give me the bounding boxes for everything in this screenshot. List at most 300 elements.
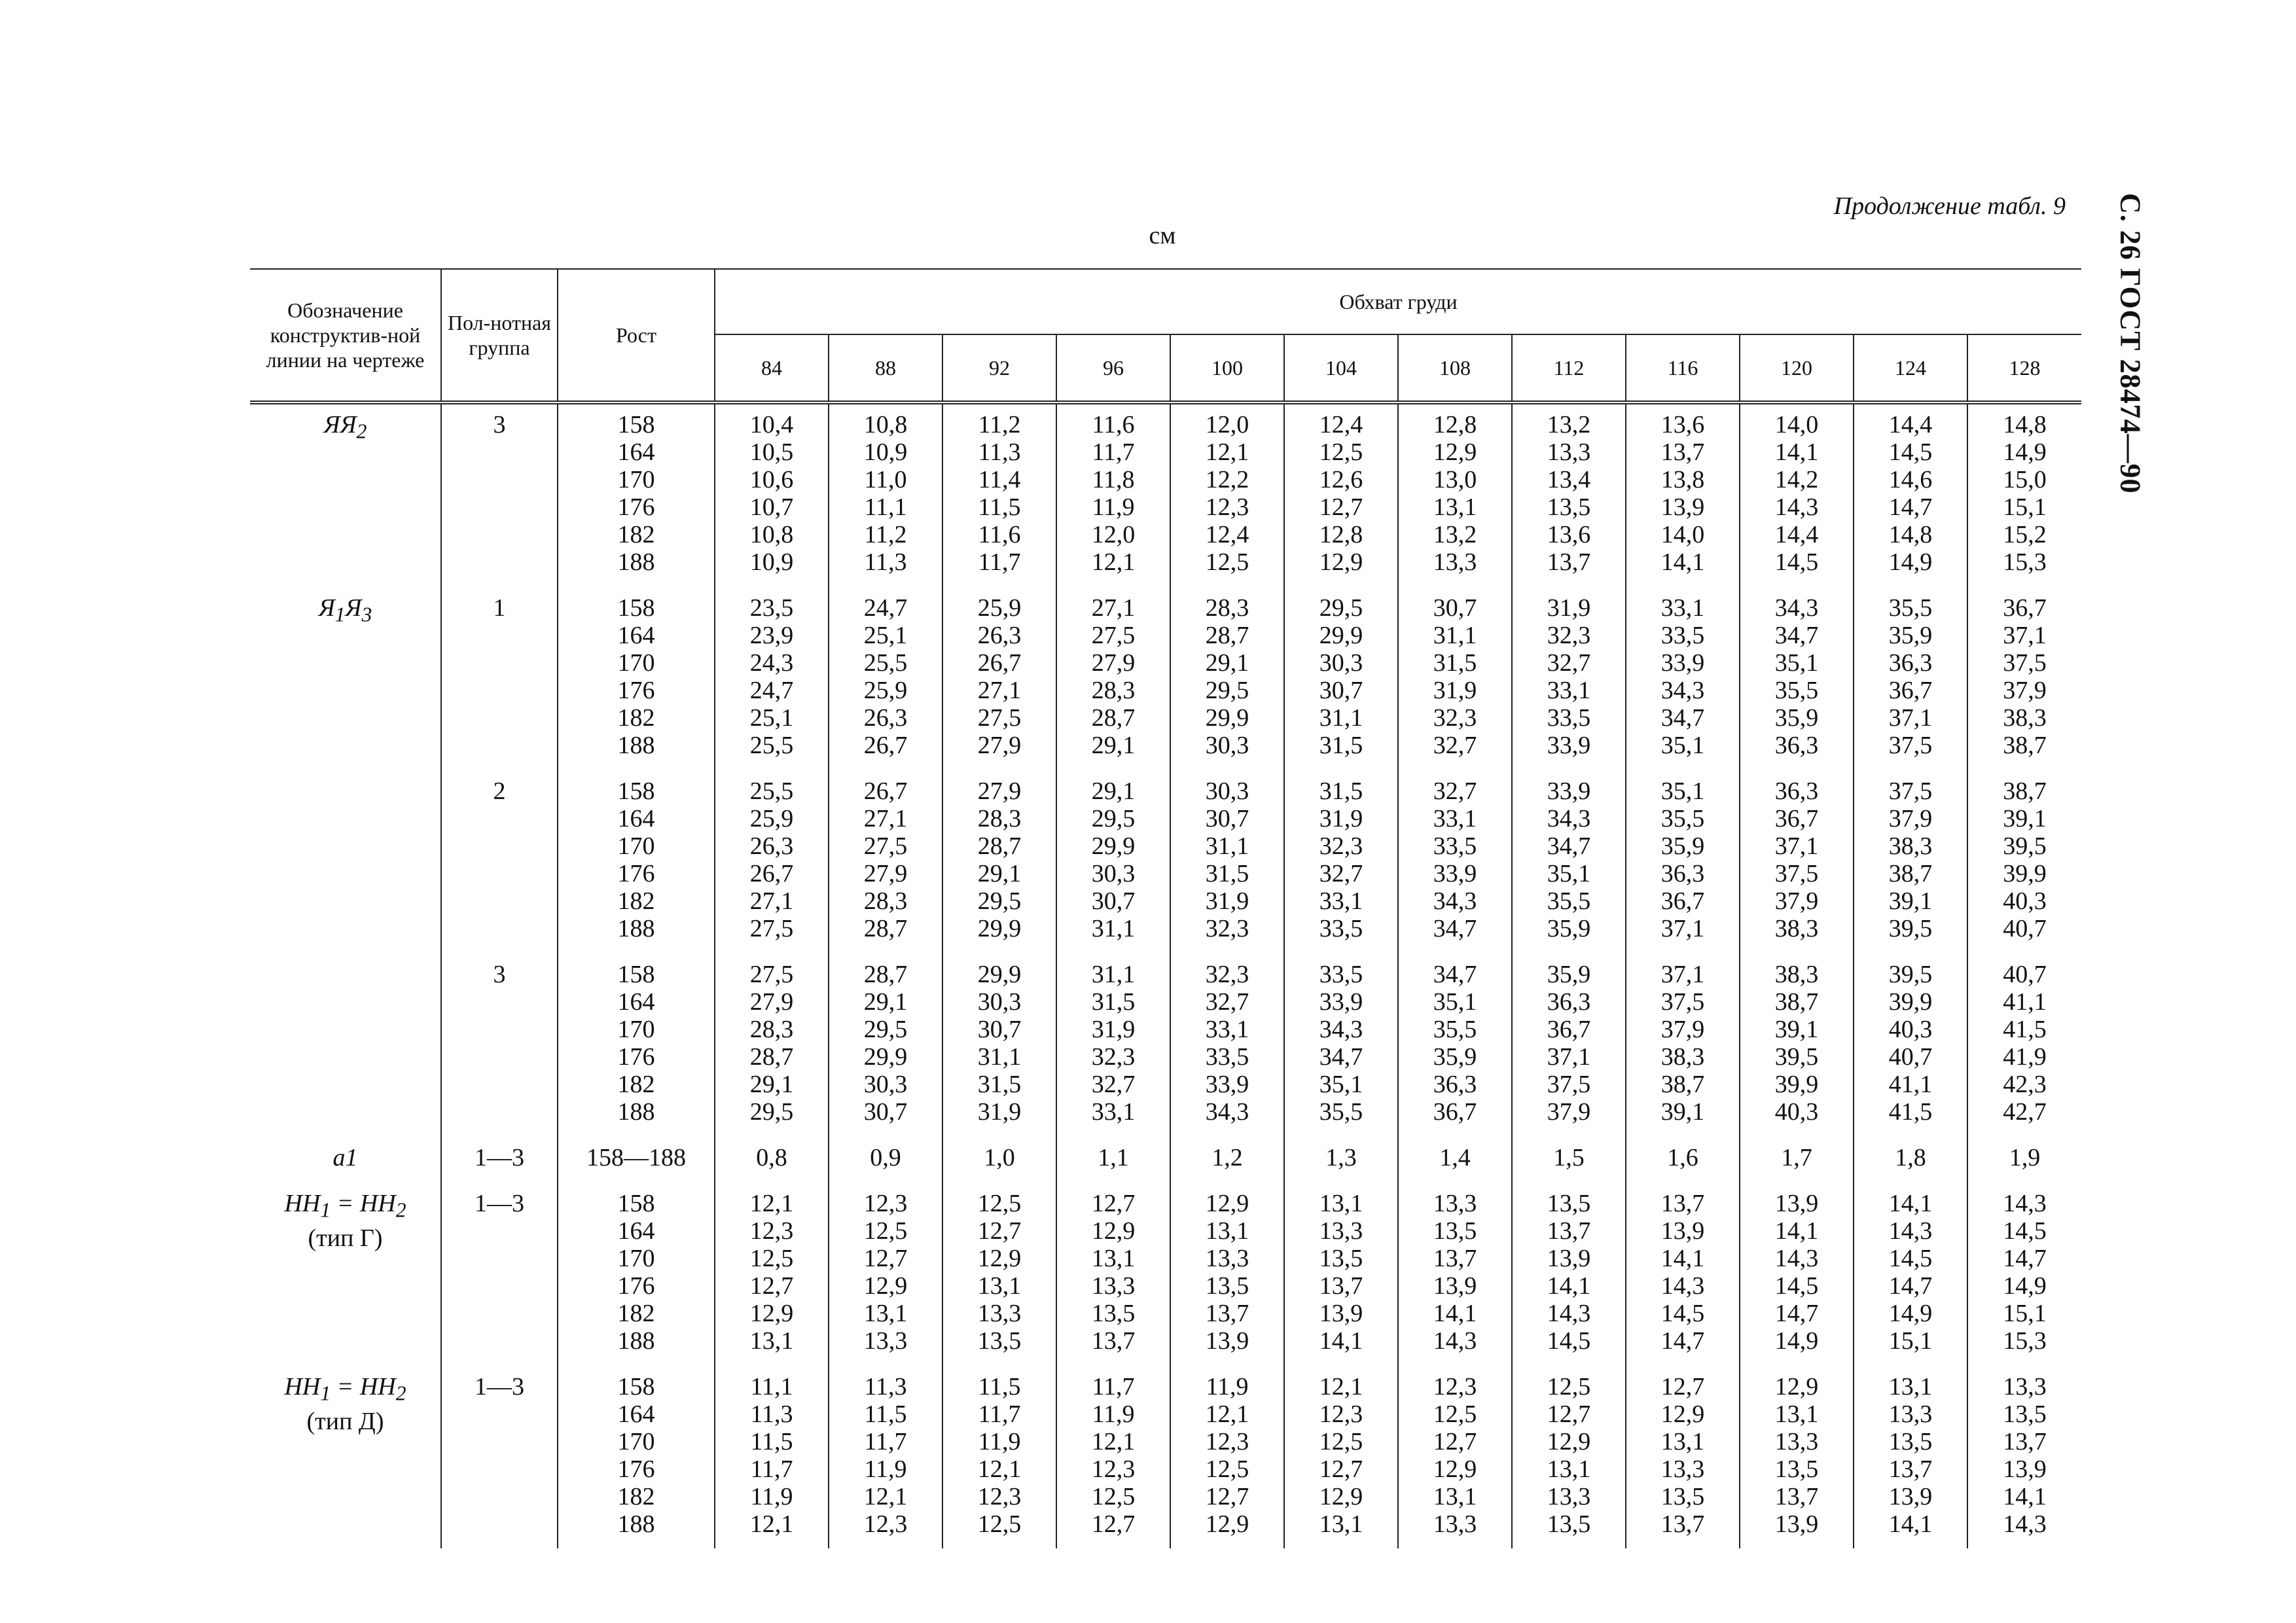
measure-value: 37,9: [2003, 677, 2047, 704]
measure-value: 23,5: [749, 594, 794, 622]
measure-value: 33,9: [1547, 777, 1591, 805]
value-cell-chest-88: [829, 953, 942, 1136]
measure-value: 31,1: [1091, 961, 1136, 988]
document-side-title: [2108, 193, 2153, 507]
measure-value: 12,4: [1319, 411, 1363, 438]
value-cell-chest-92: [942, 1136, 1056, 1182]
measure-value: 1,2: [1211, 1144, 1243, 1171]
measure-value: 33,5: [1433, 832, 1477, 860]
measure-value: 11,2: [978, 411, 1021, 438]
value-cell-chest-88: [829, 586, 942, 770]
value-cell-chest-100: [1170, 586, 1284, 770]
measure-value: 32,3: [1205, 961, 1249, 988]
measure-value: 13,5: [1547, 1190, 1591, 1217]
unit-label: см: [1149, 222, 1176, 249]
measure-value: 41,9: [2003, 1043, 2047, 1071]
measure-value: 37,1: [1660, 915, 1705, 942]
value-cell-chest-120: [1740, 1365, 1854, 1548]
measure-value: 36,3: [1547, 988, 1591, 1016]
measure-value: 14,4: [1888, 411, 1933, 438]
measure-value: 31,9: [1319, 805, 1363, 832]
measure-value: 35,1: [1660, 777, 1705, 805]
measure-value: 14,5: [1888, 438, 1933, 466]
value-cell-chest-108: [1398, 586, 1512, 770]
measure-value: 11,4: [978, 466, 1021, 493]
measure-value: 13,2: [1547, 411, 1591, 438]
measure-value: 14,4: [1774, 521, 1819, 548]
header-chest-84: 84: [715, 334, 829, 402]
header-chest-88: 88: [829, 334, 942, 402]
measure-value: 13,9: [1319, 1300, 1363, 1327]
measure-value: 12,6: [1319, 466, 1363, 493]
measure-value: 14,7: [2003, 1245, 2047, 1272]
measure-value: 33,1: [1433, 805, 1477, 832]
value-cell-chest-100: [1170, 1365, 1284, 1548]
measure-value: 30,3: [1319, 649, 1363, 677]
measure-value: 13,7: [1774, 1483, 1819, 1510]
measure-value: 25,5: [749, 777, 794, 805]
measure-value: 13,7: [2003, 1428, 2047, 1455]
measure-value: 33,9: [1319, 988, 1363, 1016]
height-value: 176: [617, 677, 655, 704]
value-cell-chest-100: [1170, 1136, 1284, 1182]
value-cell-chest-88: [829, 1365, 942, 1548]
measure-value: 14,1: [1888, 1510, 1933, 1538]
measure-value: 33,5: [1319, 915, 1363, 942]
measure-value: 13,1: [1433, 1483, 1477, 1510]
measure-value: 27,9: [1091, 649, 1136, 677]
measure-value: 28,3: [863, 887, 908, 915]
measure-value: 27,9: [863, 860, 908, 887]
measure-value: 13,3: [1547, 1483, 1591, 1510]
value-cell-chest-108: [1398, 1136, 1512, 1182]
measure-value: 37,1: [1547, 1043, 1591, 1071]
measure-value: 13,3: [1774, 1428, 1819, 1455]
measure-value: 12,5: [1205, 1455, 1249, 1483]
measure-value: 37,5: [1888, 777, 1933, 805]
row-designation: [250, 953, 441, 1136]
measure-value: 37,9: [1660, 1016, 1705, 1043]
row-designation: $НН_1 = НН_2$ (тип Г): [284, 1190, 406, 1252]
row-heights: [558, 770, 715, 953]
measure-value: 32,3: [1091, 1043, 1136, 1071]
measure-value: 35,9: [1660, 832, 1705, 860]
measure-value: 13,3: [863, 1327, 908, 1355]
measure-value: 13,7: [1660, 1190, 1705, 1217]
measure-value: 13,7: [1547, 1217, 1591, 1245]
value-cell-chest-112: [1512, 1136, 1626, 1182]
measure-value: 35,1: [1433, 988, 1477, 1016]
measure-value: 13,5: [977, 1327, 1022, 1355]
measure-value: 30,7: [1433, 594, 1477, 622]
measure-value: 11,9: [864, 1455, 907, 1483]
value-cell-chest-84: [715, 953, 829, 1136]
measure-value: 35,5: [1660, 805, 1705, 832]
measure-value: 12,1: [749, 1510, 794, 1538]
height-value: 188: [617, 1098, 655, 1126]
height-value: 170: [617, 832, 655, 860]
measure-value: 13,5: [1547, 493, 1591, 521]
row-heights: [558, 586, 715, 770]
value-cell-chest-84: [715, 770, 829, 953]
value-cell-chest-124: [1854, 770, 1967, 953]
measure-value: 35,5: [1888, 594, 1933, 622]
measure-value: 12,1: [1319, 1373, 1363, 1400]
measurement-table: [250, 268, 2081, 1548]
measure-value: 38,3: [1660, 1043, 1705, 1071]
value-cell-chest-96: [1056, 402, 1170, 586]
measure-value: 27,5: [977, 704, 1022, 732]
measure-value: 33,5: [1660, 622, 1705, 649]
measure-value: 12,7: [977, 1217, 1022, 1245]
measure-value: 41,5: [2003, 1016, 2047, 1043]
measure-value: 12,7: [1091, 1510, 1136, 1538]
measure-value: 40,7: [2003, 961, 2047, 988]
measure-value: 12,4: [1205, 521, 1249, 548]
row-heights: [558, 953, 715, 1136]
measure-value: 10,6: [749, 466, 794, 493]
measure-value: 35,9: [1547, 915, 1591, 942]
measure-value: 29,9: [863, 1043, 908, 1071]
height-value: 158: [617, 961, 655, 988]
measure-value: 14,7: [1888, 493, 1933, 521]
measure-value: 11,7: [1092, 438, 1135, 466]
header-chest-100: 100: [1170, 334, 1284, 402]
measure-value: 13,4: [1547, 466, 1591, 493]
measure-value: 40,3: [2003, 887, 2047, 915]
measure-value: 34,7: [1774, 622, 1819, 649]
measure-value: 13,5: [1433, 1217, 1477, 1245]
measure-value: 12,9: [1774, 1373, 1819, 1400]
measure-value: 34,3: [1205, 1098, 1249, 1126]
measure-value: 24,7: [749, 677, 794, 704]
measure-value: 12,2: [1205, 466, 1249, 493]
height-value: 158: [617, 594, 655, 622]
measure-value: 39,1: [2003, 805, 2047, 832]
measure-value: 13,1: [749, 1327, 794, 1355]
height-value: 188: [617, 1327, 655, 1355]
measure-value: 13,7: [1433, 1245, 1477, 1272]
header-chest-92: 92: [942, 334, 1056, 402]
measure-value: 24,7: [863, 594, 908, 622]
value-cell-chest-124: [1854, 953, 1967, 1136]
measure-value: 28,7: [863, 961, 908, 988]
measure-value: 14,9: [1888, 1300, 1933, 1327]
measure-value: 27,1: [749, 887, 794, 915]
measure-value: 13,6: [1660, 411, 1705, 438]
measure-value: 28,7: [749, 1043, 794, 1071]
value-cell-chest-100: [1170, 770, 1284, 953]
value-cell-chest-108: [1398, 402, 1512, 586]
measure-value: 25,5: [863, 649, 908, 677]
height-value: 170: [617, 1016, 655, 1043]
measure-value: 12,9: [1205, 1190, 1249, 1217]
measure-value: 38,7: [2003, 777, 2047, 805]
value-cell-chest-88: [829, 770, 942, 953]
measure-value: 13,3: [1888, 1400, 1933, 1428]
measure-value: 13,3: [1433, 1510, 1477, 1538]
measure-value: 13,1: [1774, 1400, 1819, 1428]
measure-value: 12,9: [749, 1300, 794, 1327]
measure-value: 13,7: [1319, 1272, 1363, 1300]
measure-value: 14,5: [1660, 1300, 1705, 1327]
value-cell-chest-124: [1854, 1182, 1967, 1365]
measure-value: 14,1: [2003, 1483, 2047, 1510]
measure-value: 31,9: [1091, 1016, 1136, 1043]
measure-value: 13,5: [1547, 1510, 1591, 1538]
measure-value: 12,9: [1319, 1483, 1363, 1510]
measure-value: 26,7: [977, 649, 1022, 677]
measure-value: 39,9: [2003, 860, 2047, 887]
value-cell-chest-124: [1854, 402, 1967, 586]
measure-value: 42,7: [2003, 1098, 2047, 1126]
measure-value: 27,1: [1091, 594, 1136, 622]
measure-value: 27,9: [977, 732, 1022, 759]
row-fullness-group: 1—3: [441, 1182, 558, 1365]
measure-value: 29,9: [977, 961, 1022, 988]
measure-value: 38,7: [1774, 988, 1819, 1016]
header-fullness-group: Пол-нотная группа: [441, 269, 558, 402]
height-value: 164: [617, 805, 655, 832]
value-cell-chest-84: [715, 1182, 829, 1365]
value-cell-chest-100: [1170, 953, 1284, 1136]
height-value: 170: [617, 1245, 655, 1272]
measure-value: 34,3: [1660, 677, 1705, 704]
measure-value: 29,1: [1091, 777, 1136, 805]
value-cell-chest-84: [715, 402, 829, 586]
measure-value: 29,5: [863, 1016, 908, 1043]
measure-value: 30,7: [1091, 887, 1136, 915]
measure-value: 32,7: [1319, 860, 1363, 887]
measure-value: 11,3: [750, 1400, 793, 1428]
measure-value: 12,3: [863, 1190, 908, 1217]
value-cell-chest-120: [1740, 770, 1854, 953]
value-cell-chest-124: [1854, 1136, 1967, 1182]
measure-value: 14,8: [2003, 411, 2047, 438]
measure-value: 36,7: [1547, 1016, 1591, 1043]
measure-value: 12,9: [863, 1272, 908, 1300]
measure-value: 25,5: [749, 732, 794, 759]
measure-value: 13,3: [1433, 548, 1477, 576]
measure-value: 13,9: [1888, 1483, 1933, 1510]
measure-value: 15,0: [2003, 466, 2047, 493]
measure-value: 14,3: [1660, 1272, 1705, 1300]
measure-value: 12,3: [1205, 493, 1249, 521]
measure-value: 32,7: [1091, 1071, 1136, 1098]
measure-value: 11,6: [978, 521, 1021, 548]
row-fullness-group: 1—3: [441, 1365, 558, 1548]
measure-value: 28,3: [749, 1016, 794, 1043]
measure-value: 29,1: [749, 1071, 794, 1098]
height-value: 182: [617, 1071, 655, 1098]
measure-value: 12,8: [1433, 411, 1477, 438]
row-fullness-group: 3: [441, 402, 558, 586]
measure-value: 37,9: [1888, 805, 1933, 832]
value-cell-chest-112: [1512, 1365, 1626, 1548]
measure-value: 14,3: [1774, 493, 1819, 521]
measure-value: 41,1: [2003, 988, 2047, 1016]
side-title-text: С. 26 ГОСТ 28474—90: [2114, 193, 2147, 494]
measure-value: 10,5: [749, 438, 794, 466]
measure-value: 31,1: [977, 1043, 1022, 1071]
measure-value: 29,9: [1319, 622, 1363, 649]
measure-value: 34,3: [1774, 594, 1819, 622]
measure-value: 25,9: [749, 805, 794, 832]
measure-value: 28,7: [1091, 704, 1136, 732]
measure-value: 14,8: [1888, 521, 1933, 548]
value-cell-chest-128: [1967, 953, 2081, 1136]
measure-value: 33,5: [1547, 704, 1591, 732]
height-value: 176: [617, 1043, 655, 1071]
value-cell-chest-104: [1284, 1365, 1398, 1548]
measure-value: 13,3: [1547, 438, 1591, 466]
height-value: 170: [617, 466, 655, 493]
value-cell-chest-120: [1740, 402, 1854, 586]
value-cell-chest-84: [715, 586, 829, 770]
value-cell-chest-92: [942, 1182, 1056, 1365]
value-cell-chest-104: [1284, 770, 1398, 953]
value-cell-chest-116: [1626, 770, 1740, 953]
measure-value: 10,9: [749, 548, 794, 576]
measure-value: 25,1: [863, 622, 908, 649]
measure-value: 39,1: [1774, 1016, 1819, 1043]
measure-value: 13,1: [977, 1272, 1022, 1300]
measure-value: 35,9: [1547, 961, 1591, 988]
measure-value: 38,3: [1774, 915, 1819, 942]
measure-value: 12,1: [1091, 548, 1136, 576]
measure-value: 39,5: [1888, 961, 1933, 988]
measure-value: 14,3: [1774, 1245, 1819, 1272]
measure-value: 26,3: [863, 704, 908, 732]
measure-value: 12,1: [1091, 1428, 1136, 1455]
measure-value: 13,7: [1660, 438, 1705, 466]
height-value: 170: [617, 1428, 655, 1455]
measure-value: 12,5: [1547, 1373, 1591, 1400]
measure-value: 29,9: [1205, 704, 1249, 732]
measure-value: 36,3: [1774, 777, 1819, 805]
measure-value: 35,1: [1774, 649, 1819, 677]
measure-value: 12,5: [1319, 1428, 1363, 1455]
height-value: 164: [617, 438, 655, 466]
measure-value: 39,1: [1888, 887, 1933, 915]
measure-value: 14,9: [1888, 548, 1933, 576]
measure-value: 14,1: [1774, 1217, 1819, 1245]
measure-value: 14,1: [1319, 1327, 1363, 1355]
measure-value: 13,7: [1091, 1327, 1136, 1355]
measure-value: 39,1: [1660, 1098, 1705, 1126]
measure-value: 28,7: [1205, 622, 1249, 649]
measure-value: 13,3: [1660, 1455, 1705, 1483]
measure-value: 36,7: [1660, 887, 1705, 915]
value-cell-chest-128: [1967, 770, 2081, 953]
header-chest-116: 116: [1626, 334, 1740, 402]
measure-value: 29,5: [749, 1098, 794, 1126]
measure-value: 29,5: [1205, 677, 1249, 704]
measure-value: 14,1: [1888, 1190, 1933, 1217]
measure-value: 27,1: [977, 677, 1022, 704]
measure-value: 32,3: [1205, 915, 1249, 942]
measure-value: 32,7: [1205, 988, 1249, 1016]
measure-value: 13,3: [1319, 1217, 1363, 1245]
measure-value: 24,3: [749, 649, 794, 677]
measure-value: 15,1: [2003, 1300, 2047, 1327]
measure-value: 12,7: [1091, 1190, 1136, 1217]
measure-value: 1,3: [1325, 1144, 1357, 1171]
value-cell-chest-100: [1170, 402, 1284, 586]
measure-value: 39,9: [1888, 988, 1933, 1016]
measure-value: 13,3: [977, 1300, 1022, 1327]
measure-value: 23,9: [749, 622, 794, 649]
measure-value: 13,7: [1547, 548, 1591, 576]
measure-value: 25,9: [863, 677, 908, 704]
measure-value: 25,9: [977, 594, 1022, 622]
measure-value: 11,7: [1092, 1373, 1135, 1400]
measure-value: 12,1: [1205, 438, 1249, 466]
measure-value: 36,7: [1774, 805, 1819, 832]
measure-value: 11,5: [978, 493, 1021, 521]
measure-value: 12,7: [749, 1272, 794, 1300]
value-cell-chest-112: [1512, 953, 1626, 1136]
measure-value: 13,7: [1660, 1510, 1705, 1538]
measure-value: 36,3: [1433, 1071, 1477, 1098]
measure-value: 12,1: [863, 1483, 908, 1510]
measure-value: 37,5: [1660, 988, 1705, 1016]
measure-value: 14,6: [1888, 466, 1933, 493]
measure-value: 34,3: [1319, 1016, 1363, 1043]
value-cell-chest-116: [1626, 586, 1740, 770]
value-cell-chest-88: [829, 402, 942, 586]
measure-value: 33,1: [1205, 1016, 1249, 1043]
row-designation: $НН_1 = НН_2$ (тип Д): [284, 1373, 406, 1435]
value-cell-chest-92: [942, 953, 1056, 1136]
measure-value: 11,7: [978, 1400, 1021, 1428]
measure-value: 11,7: [978, 548, 1021, 576]
measure-value: 31,9: [1547, 594, 1591, 622]
value-cell-chest-108: [1398, 953, 1512, 1136]
measure-value: 34,7: [1433, 961, 1477, 988]
measure-value: 12,3: [977, 1483, 1022, 1510]
value-cell-chest-128: [1967, 1365, 2081, 1548]
measure-value: 31,9: [977, 1098, 1022, 1126]
value-cell-chest-96: [1056, 770, 1170, 953]
measure-value: 14,7: [1660, 1327, 1705, 1355]
measure-value: 12,3: [1205, 1428, 1249, 1455]
measure-value: 28,3: [1091, 677, 1136, 704]
measure-value: 13,1: [1547, 1455, 1591, 1483]
measure-value: 12,1: [1205, 1400, 1249, 1428]
header-chest-96: 96: [1056, 334, 1170, 402]
measure-value: 12,7: [1319, 1455, 1363, 1483]
measure-value: 11,9: [1092, 1400, 1135, 1428]
measure-value: 31,5: [1433, 649, 1477, 677]
height-value: 164: [617, 1217, 655, 1245]
measure-value: 28,7: [977, 832, 1022, 860]
measure-value: 14,5: [1774, 548, 1819, 576]
measure-value: 33,1: [1547, 677, 1591, 704]
measure-value: 30,7: [1205, 805, 1249, 832]
measure-value: 37,9: [1547, 1098, 1591, 1126]
height-value: 176: [617, 860, 655, 887]
measure-value: 41,1: [1888, 1071, 1933, 1098]
row-heights: [558, 1365, 715, 1548]
measure-value: 12,5: [749, 1245, 794, 1272]
header-chest-120: 120: [1740, 334, 1854, 402]
measure-value: 14,9: [2003, 1272, 2047, 1300]
measure-value: 12,8: [1319, 521, 1363, 548]
measure-value: 26,7: [749, 860, 794, 887]
measure-value: 27,5: [749, 961, 794, 988]
measure-value: 0,9: [870, 1144, 901, 1171]
